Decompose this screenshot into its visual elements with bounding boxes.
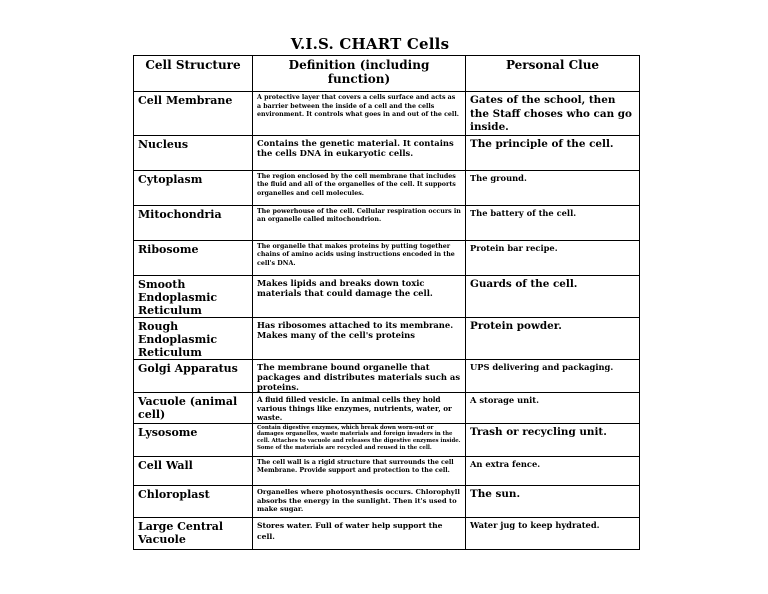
structure-cell: Cell Membrane	[134, 92, 253, 136]
structure-cell: Large Central Vacuole	[134, 517, 253, 549]
structure-cell: Lysosome	[134, 423, 253, 456]
table-row	[134, 392, 640, 423]
table-row	[134, 359, 640, 392]
structure-cell: Rough Endoplasmic Reticulum	[134, 317, 253, 359]
structure-cell: Mitochondria	[134, 205, 253, 240]
vis-chart-table	[133, 55, 640, 550]
table-row	[134, 517, 640, 549]
definition-cell: The region enclosed by the cell membrane that includes the fluid and all of the organelles of the cell. It supports organelles and cell molecules.	[253, 170, 466, 205]
definition-cell: Contains the genetic material. It contains the cells DNA in eukaryotic cells.	[253, 135, 466, 170]
table-row	[134, 423, 640, 456]
clue-cell: The battery of the cell.	[466, 205, 640, 240]
definition-cell: Contain digestive enzymes, which break down worn-out or damages organelles, waste materials and foreign invaders in the cell. Attaches to vacuole and releases the digestive enzymes inside. Some of the materials are recycled and reused in the cell.	[253, 423, 466, 456]
definition-cell: Has ribosomes attached to its membrane. Makes many of the cell's proteins	[253, 317, 466, 359]
table-row	[134, 135, 640, 170]
clue-cell: UPS delivering and packaging.	[466, 359, 640, 392]
structure-cell: Chloroplast	[134, 485, 253, 517]
clue-cell: An extra fence.	[466, 456, 640, 485]
clue-cell: Gates of the school, then the Staff choses who can go inside.	[466, 92, 640, 136]
header-definition: Definition (including function)	[253, 56, 466, 92]
definition-cell: Makes lipids and breaks down toxic materials that could damage the cell.	[253, 275, 466, 317]
header-cell-structure: Cell Structure	[134, 56, 253, 92]
structure-cell: Ribosome	[134, 240, 253, 275]
header-personal-clue: Personal Clue	[466, 56, 640, 92]
table-row	[134, 205, 640, 240]
table-row	[134, 92, 640, 136]
definition-cell: The organelle that makes proteins by putting together chains of amino acids using instructions encoded in the cell's DNA.	[253, 240, 466, 275]
clue-cell: The ground.	[466, 170, 640, 205]
definition-cell: A fluid filled vesicle. In animal cells they hold various things like enzymes, nutrients, water, or waste.	[253, 392, 466, 423]
definition-cell: The powerhouse of the cell. Cellular respiration occurs in an organelle called mitochondrion.	[253, 205, 466, 240]
chart-title: V.I.S. CHART Cells	[290, 35, 450, 53]
structure-cell: Nucleus	[134, 135, 253, 170]
structure-cell: Vacuole (animal cell)	[134, 392, 253, 423]
clue-cell: Water jug to keep hydrated.	[466, 517, 640, 549]
table-row	[134, 240, 640, 275]
header-row	[134, 56, 640, 92]
clue-cell: A storage unit.	[466, 392, 640, 423]
definition-cell: The cell wall is a rigid structure that surrounds the cell Membrane. Provide support and protection to the cell.	[253, 456, 466, 485]
clue-cell: Trash or recycling unit.	[466, 423, 640, 456]
definition-cell: The membrane bound organelle that packages and distributes materials such as proteins.	[253, 359, 466, 392]
clue-cell: The principle of the cell.	[466, 135, 640, 170]
table-row	[134, 456, 640, 485]
table-row	[134, 485, 640, 517]
definition-cell: A protective layer that covers a cells surface and acts as a barrier between the inside of a cell and the cells environment. It controls what goes in and out of the cell.	[253, 92, 466, 136]
structure-cell: Cytoplasm	[134, 170, 253, 205]
definition-cell: Stores water. Full of water help support the cell.	[253, 517, 466, 549]
clue-cell: Protein powder.	[466, 317, 640, 359]
structure-cell: Golgi Apparatus	[134, 359, 253, 392]
clue-cell: The sun.	[466, 485, 640, 517]
table-row	[134, 170, 640, 205]
structure-cell: Cell Wall	[134, 456, 253, 485]
definition-cell: Organelles where photosynthesis occurs. Chlorophyll absorbs the energy in the sunlight. Then it's used to make sugar.	[253, 485, 466, 517]
clue-cell: Guards of the cell.	[466, 275, 640, 317]
structure-cell: Smooth Endoplasmic Reticulum	[134, 275, 253, 317]
table-row	[134, 317, 640, 359]
clue-cell: Protein bar recipe.	[466, 240, 640, 275]
table-row	[134, 275, 640, 317]
